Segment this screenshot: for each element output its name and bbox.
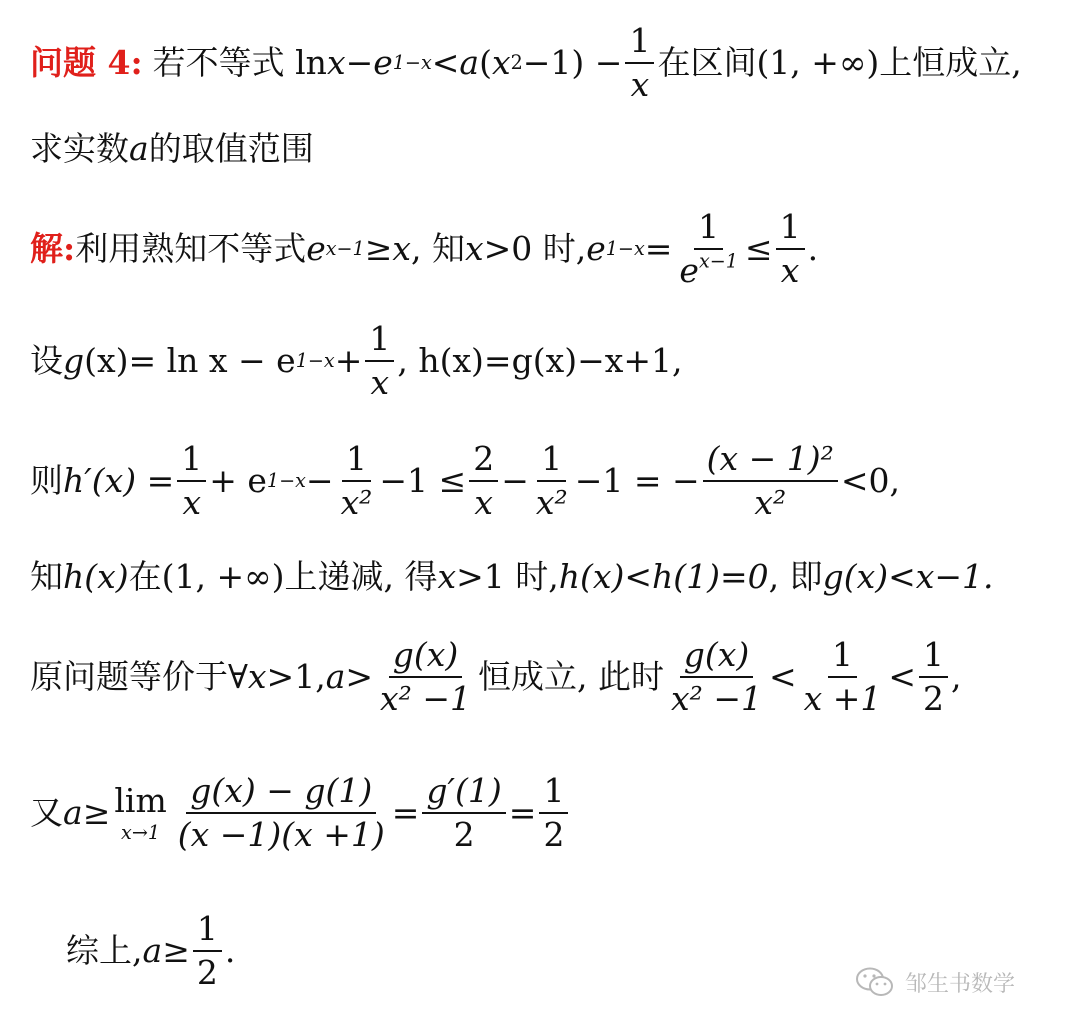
solution-line: 解: 利用熟知不等式 e x−1 ≥ x , 知 x >0 时, e 1−x = $\frac{1}{e^{x-1}}$ ≤ $\frac{1}{x}$ . [30, 207, 819, 290]
fraction: $\frac{1}{2}$ [919, 636, 948, 718]
problem-line-2: 求实数 a 的取值范围 [30, 129, 314, 168]
solution-label: 解: [30, 229, 76, 269]
fraction: $\frac{1}{x +1}$ [803, 635, 882, 718]
limit-operator: lim x→1 [114, 780, 167, 844]
fraction: $\frac{1}{\text{x²}}$ [340, 439, 373, 522]
derivative-line: 则 h′(x) = $\frac{1}{x}$ + e 1−x − $\frac{1}{\text{x²}}$ −1 ≤ $\frac{2}{x}$ − $\frac{1}{\text{x²}}$ −1 = − $\frac{\text{(x − 1)²}}{\text{x²}}$ <0, [30, 439, 900, 522]
monotonic-line: 知 h(x) 在(1, +∞)上递减, 得 x >1 时, h(x)<h(1)=0 , 即 g(x)<x−1. [30, 557, 994, 596]
fraction: $\frac{1}{x}$ [177, 440, 206, 522]
fraction: $\frac{1}{\text{x²}}$ [535, 439, 568, 522]
fraction: $\frac{g(x) - g(1)}{(x -1)(x +1)}$ [177, 771, 385, 854]
problem-text-tail: 在区间(1, +∞)上恒成立, [657, 43, 1022, 83]
fraction: $\frac{1}{2}$ [193, 910, 222, 992]
conclusion-line: 综上, a ≥ $\frac{1}{2}$ . [66, 909, 236, 992]
fraction: $\frac{1}{x}$ [776, 208, 805, 290]
fraction: $\frac{1}{x}$ [365, 320, 394, 402]
wechat-icon [855, 966, 895, 998]
watermark-text: 邹生书数学 [905, 971, 1016, 997]
problem-label: 问题 4: [30, 43, 143, 83]
fraction: $\frac{1}{2}$ [539, 772, 568, 854]
limit-line: 又 a ≥ lim x→1 $\frac{g(x) - g(1)}{(x -1)(x +1)}$ = $\frac{g'(1)}{2}$ = $\frac{1}{2}$ [30, 772, 571, 854]
problem-line-1: 问题 4: 若不等式 ln x − e 1−x < a ( x 2 −1) − $\frac{1}{x}$ 在区间(1, +∞)上恒成立, [30, 21, 1022, 104]
fraction: $\frac{1}{x}$ [625, 22, 654, 104]
equivalence-line: 原问题等价于∀ x >1, a > $\frac{g(x)}{\text{x² −1}}$ 恒成立, 此时 $\frac{g(x)}{\text{x² −1}}$ < $\frac{1}{x +1}$ < $\frac{1}{2}$ , [30, 635, 962, 718]
fraction: $\frac{g(x)}{\text{x² −1}}$ [380, 635, 472, 718]
fraction: $\frac{g'(1)}{2}$ [422, 772, 505, 854]
fraction: $\frac{2}{x}$ [469, 440, 498, 522]
fraction: $\frac{g(x)}{\text{x² −1}}$ [671, 635, 762, 718]
watermark [855, 966, 1015, 998]
problem-text-intro: 若不等式 ln [152, 43, 327, 83]
fraction: $\frac{\text{(x − 1)²}}{\text{x²}}$ [703, 440, 838, 522]
fraction: $\frac{1}{e^{x-1}}$ [679, 207, 738, 290]
definition-line: 设 g (x)= ln x − e 1−x + $\frac{1}{x}$ , h(x)=g(x)−x+1, [30, 319, 683, 402]
